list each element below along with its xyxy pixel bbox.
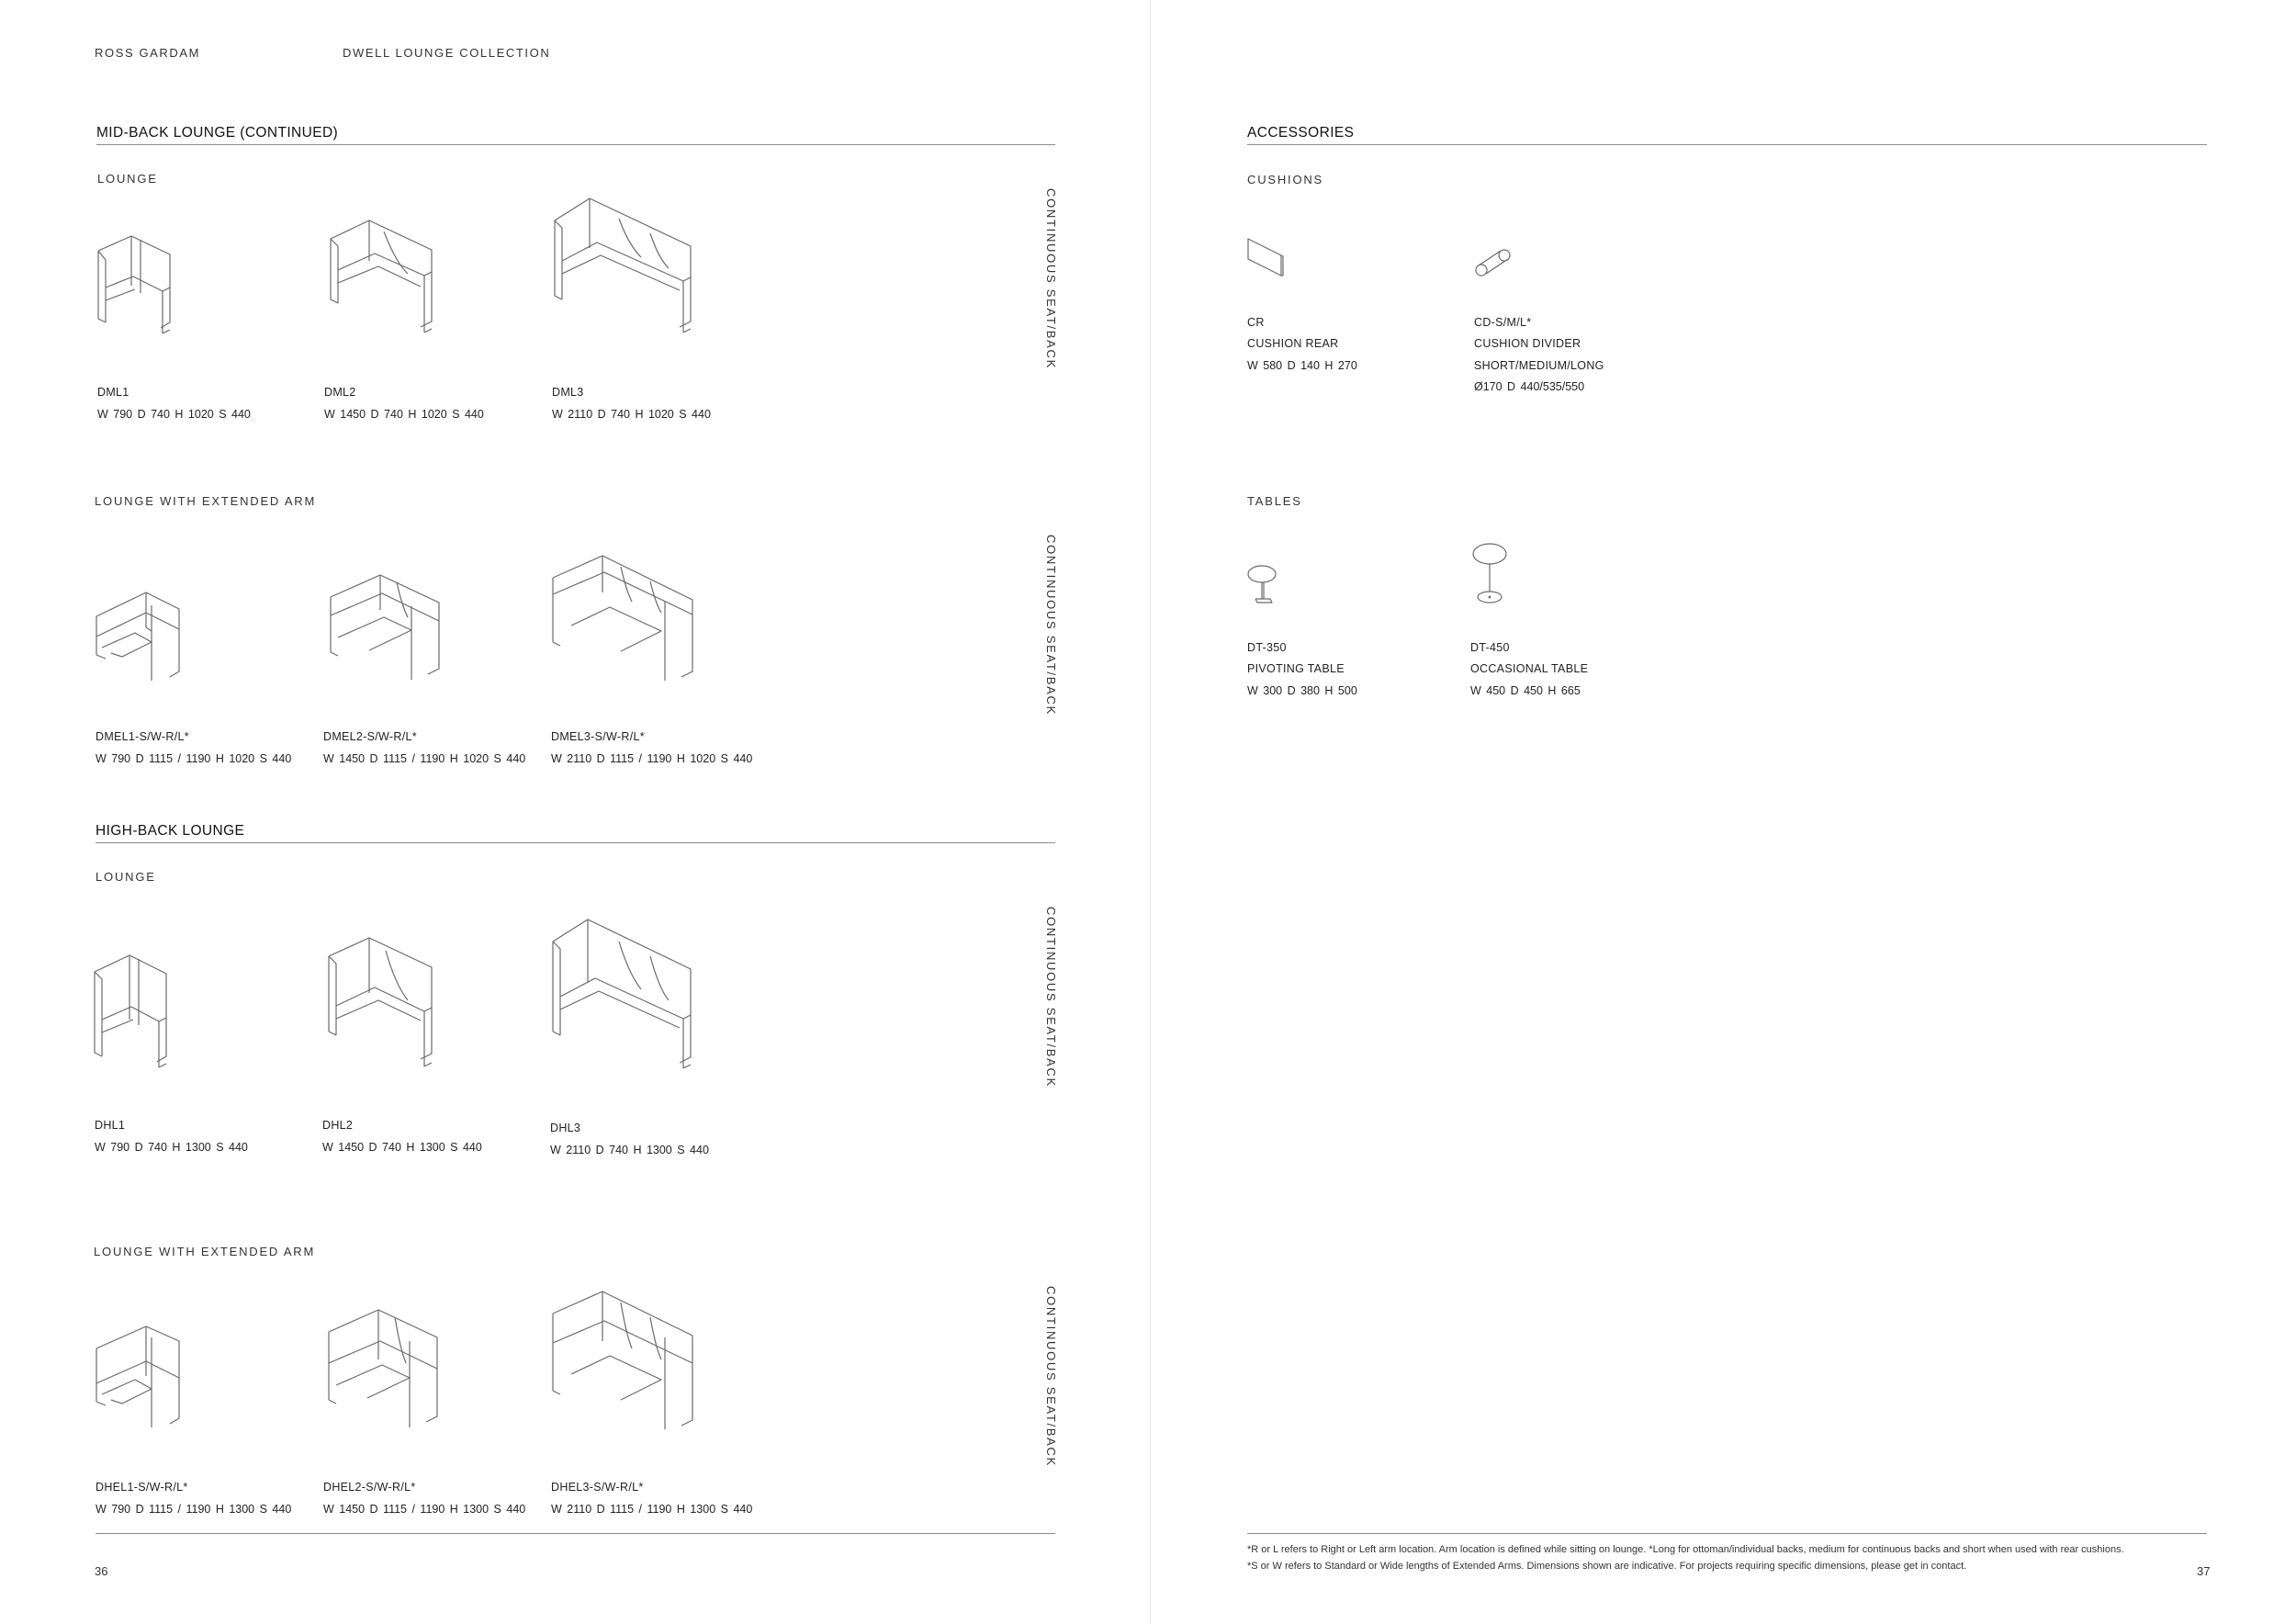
product-code: DHL3	[550, 1122, 581, 1134]
product-name: OCCASIONAL TABLE	[1470, 662, 1589, 675]
product-code: DMEL3-S/W-R/L*	[551, 730, 645, 743]
header-brand: ROSS GARDAM	[95, 46, 201, 60]
product-dimensions: W 1450 D 740 H 1300 S 440	[322, 1141, 482, 1154]
section-title-high-back: HIGH-BACK LOUNGE	[96, 823, 245, 839]
product-code: CR	[1247, 316, 1265, 329]
product-name: CUSHION REAR	[1247, 337, 1339, 350]
section-rule	[1247, 144, 2207, 145]
product-dimensions: W 450 D 450 H 665	[1470, 684, 1581, 697]
product-code: DT-350	[1247, 641, 1287, 654]
footnote: *R or L refers to Right or Left arm location. Arm location is defined while sitting on lounge. *Long for ottoman/individual backs, medium for continuous backs and short when used with rear cushions.	[1247, 1544, 2124, 1555]
subtitle-cushions: CUSHIONS	[1247, 173, 1324, 186]
vertical-label: CONTINUOUS SEAT/BACK	[1044, 1286, 1058, 1468]
product-code: DMEL1-S/W-R/L*	[96, 730, 189, 743]
subtitle-lounge: LOUNGE	[97, 172, 158, 186]
product-dimensions: W 2110 D 740 H 1300 S 440	[550, 1144, 709, 1156]
cushion-rear-drawing	[1246, 237, 1287, 277]
vertical-label: CONTINUOUS SEAT/BACK	[1044, 188, 1058, 370]
occasional-table-drawing	[1471, 542, 1510, 606]
vertical-label: CONTINUOUS SEAT/BACK	[1044, 907, 1058, 1088]
section-title-mid-back: MID-BACK LOUNGE (CONTINUED)	[96, 125, 339, 141]
product-dimensions: W 2110 D 740 H 1020 S 440	[552, 408, 711, 421]
section-rule	[96, 144, 1055, 145]
vertical-label: CONTINUOUS SEAT/BACK	[1044, 535, 1058, 716]
subtitle-lounge-extended-arm: LOUNGE WITH EXTENDED ARM	[94, 1245, 316, 1258]
footnote: *S or W refers to Standard or Wide lengths of Extended Arms. Dimensions shown are indicative. For projects requiring specific dimensions, please get in contact.	[1247, 1561, 1967, 1572]
product-code: DML1	[97, 386, 129, 399]
mid-back-1-seat-lounge-drawing	[96, 234, 170, 337]
product-code: DT-450	[1470, 641, 1510, 654]
bottom-rule	[1247, 1533, 2207, 1534]
product-name: CUSHION DIVIDER	[1474, 337, 1581, 350]
right-page	[1151, 0, 2296, 1624]
product-dimensions: W 2110 D 1115 / 1190 H 1020 S 440	[551, 752, 753, 765]
product-code: CD-S/M/L*	[1474, 316, 1532, 329]
bottom-rule	[96, 1533, 1055, 1534]
high-back-2-seat-extended-arm-drawing	[327, 1308, 439, 1429]
section-rule	[96, 842, 1055, 843]
product-dimensions: Ø170 D 440/535/550	[1474, 380, 1585, 393]
product-code: DHL1	[95, 1119, 126, 1132]
subtitle-tables: TABLES	[1247, 494, 1302, 508]
header-collection: DWELL LOUNGE COLLECTION	[343, 46, 551, 60]
cushion-divider-drawing	[1474, 248, 1514, 279]
product-dimensions: W 1450 D 1115 / 1190 H 1300 S 440	[323, 1503, 526, 1516]
mid-back-2-seat-lounge-drawing	[329, 219, 434, 336]
product-dimensions: W 790 D 740 H 1020 S 440	[97, 408, 251, 421]
product-code: DHEL1-S/W-R/L*	[96, 1481, 188, 1494]
high-back-2-seat-lounge-drawing	[327, 936, 433, 1070]
pivoting-table-drawing	[1246, 564, 1281, 604]
mid-back-3-seat-lounge-drawing	[553, 197, 692, 336]
product-name: PIVOTING TABLE	[1247, 662, 1345, 675]
high-back-1-seat-lounge-drawing	[93, 953, 168, 1071]
product-code: DHEL2-S/W-R/L*	[323, 1481, 416, 1494]
page-number: 37	[2197, 1564, 2211, 1578]
high-back-3-seat-lounge-drawing	[551, 918, 692, 1072]
section-title-accessories: ACCESSORIES	[1247, 125, 1355, 141]
product-dimensions: W 1450 D 740 H 1020 S 440	[324, 408, 484, 421]
product-dimensions: W 1450 D 1115 / 1190 H 1020 S 440	[323, 752, 526, 765]
product-code: DHL2	[322, 1119, 354, 1132]
subtitle-lounge-extended-arm: LOUNGE WITH EXTENDED ARM	[95, 494, 317, 508]
high-back-1-seat-extended-arm-drawing	[95, 1325, 181, 1429]
product-variant: SHORT/MEDIUM/LONG	[1474, 359, 1604, 372]
page-number: 36	[95, 1564, 108, 1578]
product-code: DML2	[324, 386, 356, 399]
product-dimensions: W 790 D 740 H 1300 S 440	[95, 1141, 248, 1154]
subtitle-lounge: LOUNGE	[96, 870, 156, 884]
mid-back-3-seat-extended-arm-drawing	[551, 554, 694, 682]
product-dimensions: W 2110 D 1115 / 1190 H 1300 S 440	[551, 1503, 753, 1516]
mid-back-2-seat-extended-arm-drawing	[329, 573, 441, 682]
product-dimensions: W 580 D 140 H 270	[1247, 359, 1357, 372]
product-dimensions: W 790 D 1115 / 1190 H 1300 S 440	[96, 1503, 292, 1516]
product-code: DML3	[552, 386, 584, 399]
product-dimensions: W 300 D 380 H 500	[1247, 684, 1357, 697]
mid-back-1-seat-extended-arm-drawing	[95, 591, 181, 682]
product-dimensions: W 790 D 1115 / 1190 H 1020 S 440	[96, 752, 292, 765]
product-code: DMEL2-S/W-R/L*	[323, 730, 417, 743]
high-back-3-seat-extended-arm-drawing	[551, 1290, 694, 1431]
product-code: DHEL3-S/W-R/L*	[551, 1481, 644, 1494]
